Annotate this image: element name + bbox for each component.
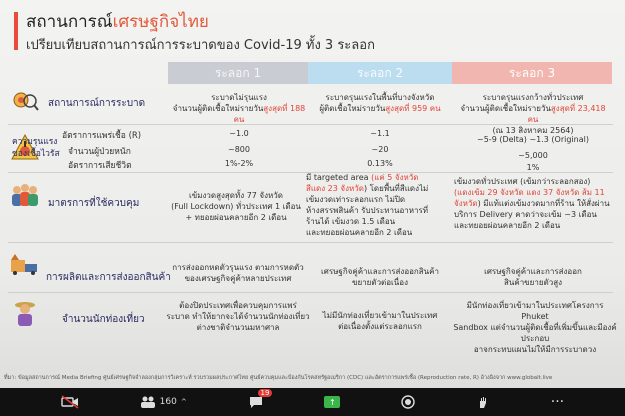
cell-production-wave-2: เศรษฐกิจคู่ค้าและการส่งออกสินค้า ขยายตัวต่อเนื่อง (321, 267, 439, 287)
cell-severe-wave-2: ~20 (371, 145, 389, 154)
cell-outbreak-wave-2: ระบาดรุนแรงในพื้นที่บางจังหวัด ผู้ติดเชื้อใหม่รายวันสูงสุดที่ 959 คน (319, 93, 441, 113)
meeting-toolbar (0, 388, 625, 416)
chat-button[interactable] (248, 389, 270, 409)
tourist-icon (8, 300, 42, 326)
share-screen-icon: ↑ (324, 396, 340, 408)
cell-death-wave-1: 1%-2% (224, 159, 254, 168)
caret-up-icon: ^ (180, 398, 187, 406)
more-button[interactable] (551, 394, 564, 410)
record-button[interactable] (401, 395, 415, 409)
row-label-outbreak: สถานการณ์การระบาด (48, 98, 146, 109)
cell-severe-wave-3: ~5,000 (518, 151, 548, 160)
row-label-severity-1: ความรุนแรง (12, 137, 58, 147)
row-label-severity-2: ของเชื้อไวรัส (12, 149, 60, 159)
cell-tourism-wave-3: มีนักท่องเที่ยวเข้ามาในประเทศโครงการ Phuket Sandbox แต่จำนวนผู้ติดเชื้อที่เพิ่มขึ้นและมีองค์ประกอบ อาจกระทบแผนไม่ให้มีการระบาดวง (453, 301, 617, 354)
column-header-wave-2: ระลอก 2 (308, 62, 452, 84)
source-note: ที่มา: ข้อมูลสถานการณ์ Media Briefing ศูนย์เศรษฐกิจจำลองกลุ่มการวิเคราะห์ รวบรวมผลประกาศไทย ศูนย์ควบคุมและป้องกันโรคสหรัฐอเมริกา (CDC) และอัตราการแพร่เชื้อ (Reproduction rate, R) อ้างอิงจาก www.globalt.live (4, 375, 553, 381)
row-divider (8, 242, 613, 243)
title-accent: เศรษฐกิจไทย (112, 12, 209, 32)
row-label-production: การผลิตและการส่งออกสินค้า (46, 272, 171, 283)
cell-r-wave-2: ~1.1 (370, 129, 390, 138)
slide-subtitle: เปรียบเทียบสถานการณ์การระบาดของ Covid-19 ทั้ง 3 ระลอก (26, 38, 375, 53)
sub-label-r-rate: อัตราการแพร่เชื้อ (R) (62, 131, 142, 141)
factory-truck-icon (8, 250, 42, 276)
reactions-button[interactable] (476, 395, 490, 409)
cell-r-wave-1: ~1.0 (229, 129, 249, 138)
sub-label-severe-cases: จำนวนผู้ป่วยหนัก (68, 147, 131, 157)
cell-outbreak-wave-1: ระบาดไม่รุนแรง จำนวนผู้ติดเชื้อใหม่รายวันสูงสุดที่ 188 คน (172, 93, 306, 124)
cell-death-wave-3: 1% (526, 163, 540, 172)
people-group-icon (8, 182, 42, 208)
cell-measures-wave-3: เข้มงวดทั่วประเทศ (เข้มกว่าระลอกสอง) (แดงเข้ม 29 จังหวัด แดง 37 จังหวัด ส้ม 11 จังหวัด) มีแท้แต่งเข้มงวดมากที่ร้าน ให้สั่งผ่าน บริการ Delivery คาดว่าจะเข้ม ~3 เดือน และทยอยผ่อนคลายอีก 2 เดือน (454, 177, 610, 230)
column-header-wave-3: ระลอก 3 (452, 62, 612, 84)
raise-hand-icon (476, 395, 490, 409)
cell-outbreak-wave-3: ระบาดรุนแรงกว้างทั่วประเทศ จำนวนผู้ติดเชื้อใหม่รายวันสูงสุดที่ 23,418 คน (ณ 13 สิงหาคม 2564) (460, 93, 606, 135)
row-label-tourism: จำนวนนักท่องเที่ยว (62, 314, 145, 325)
cell-production-wave-3: เศรษฐกิจคู่ค้าและการส่งออก สินค้าขยายตัวสูง (484, 267, 582, 287)
record-icon (401, 395, 415, 409)
cell-tourism-wave-1: ต้องปิดประเทศเพื่อควบคุมการแพร่ ระบาด ทำให้ยากจะได้จำนวนนักท่องเที่ยว ต่างชาติจำนวนมหาศาล (166, 301, 310, 332)
cell-death-wave-2: 0.13% (367, 159, 393, 168)
row-label-measures: มาตรการที่ใช้ควบคุม (48, 198, 140, 209)
title-main: สถานการณ์ (26, 12, 113, 32)
title-accent-bar (14, 12, 18, 50)
chat-badge: 19 (258, 389, 273, 397)
more-icon: ··· (550, 394, 565, 410)
chat-icon (248, 395, 264, 409)
row-divider (8, 124, 613, 125)
video-off-icon (61, 395, 79, 409)
cell-measures-wave-1: เข้มงวดสูงสุดทั้ง 77 จังหวัด (Full Lockdown) ทั่วประเทศ 1 เดือน + ทยอยผ่อนคลายอีก 2 เดือน (171, 191, 301, 222)
row-divider (8, 292, 613, 293)
cell-production-wave-1: การส่งออกหดตัวรุนแรง ตามการหดตัว ของเศรษฐกิจคู่ค้าหลายประเทศ (172, 263, 304, 283)
stop-video-button[interactable] (61, 395, 79, 409)
column-header-wave-1: ระลอก 1 (168, 62, 308, 84)
slide-title (26, 8, 209, 35)
cell-r-wave-3: ~5-9 (Delta) ~1.3 (Original) (477, 135, 589, 144)
sub-label-death-rate: อัตราการเสียชีวิต (68, 161, 132, 171)
participants-button[interactable] (140, 396, 187, 408)
participants-count: 160 (159, 397, 177, 407)
cell-severe-wave-1: ~800 (228, 145, 250, 154)
share-screen-button[interactable] (324, 396, 340, 408)
cell-measures-wave-2: มี targeted area (แค่ 5 จังหวัด สีแดง 23 จังหวัด) โดยพื้นที่สีแดงไม่ เข้มงวดเท่าระลอกแรก ไม่ปิด ห้างสรรพสินค้า รับประทานอาหารที่ ร้านได้ เข้มงวด 1.5 เดือน และทยอยผ่อนคลายอีก 2 เดือน (306, 173, 429, 237)
virus-magnifier-icon (8, 88, 42, 114)
cell-tourism-wave-2: ไม่มีนักท่องเที่ยวเข้ามาในประเทศ ต่อเนื่องตั้งแต่ระลอกแรก (322, 311, 438, 331)
participants-icon (140, 396, 156, 408)
